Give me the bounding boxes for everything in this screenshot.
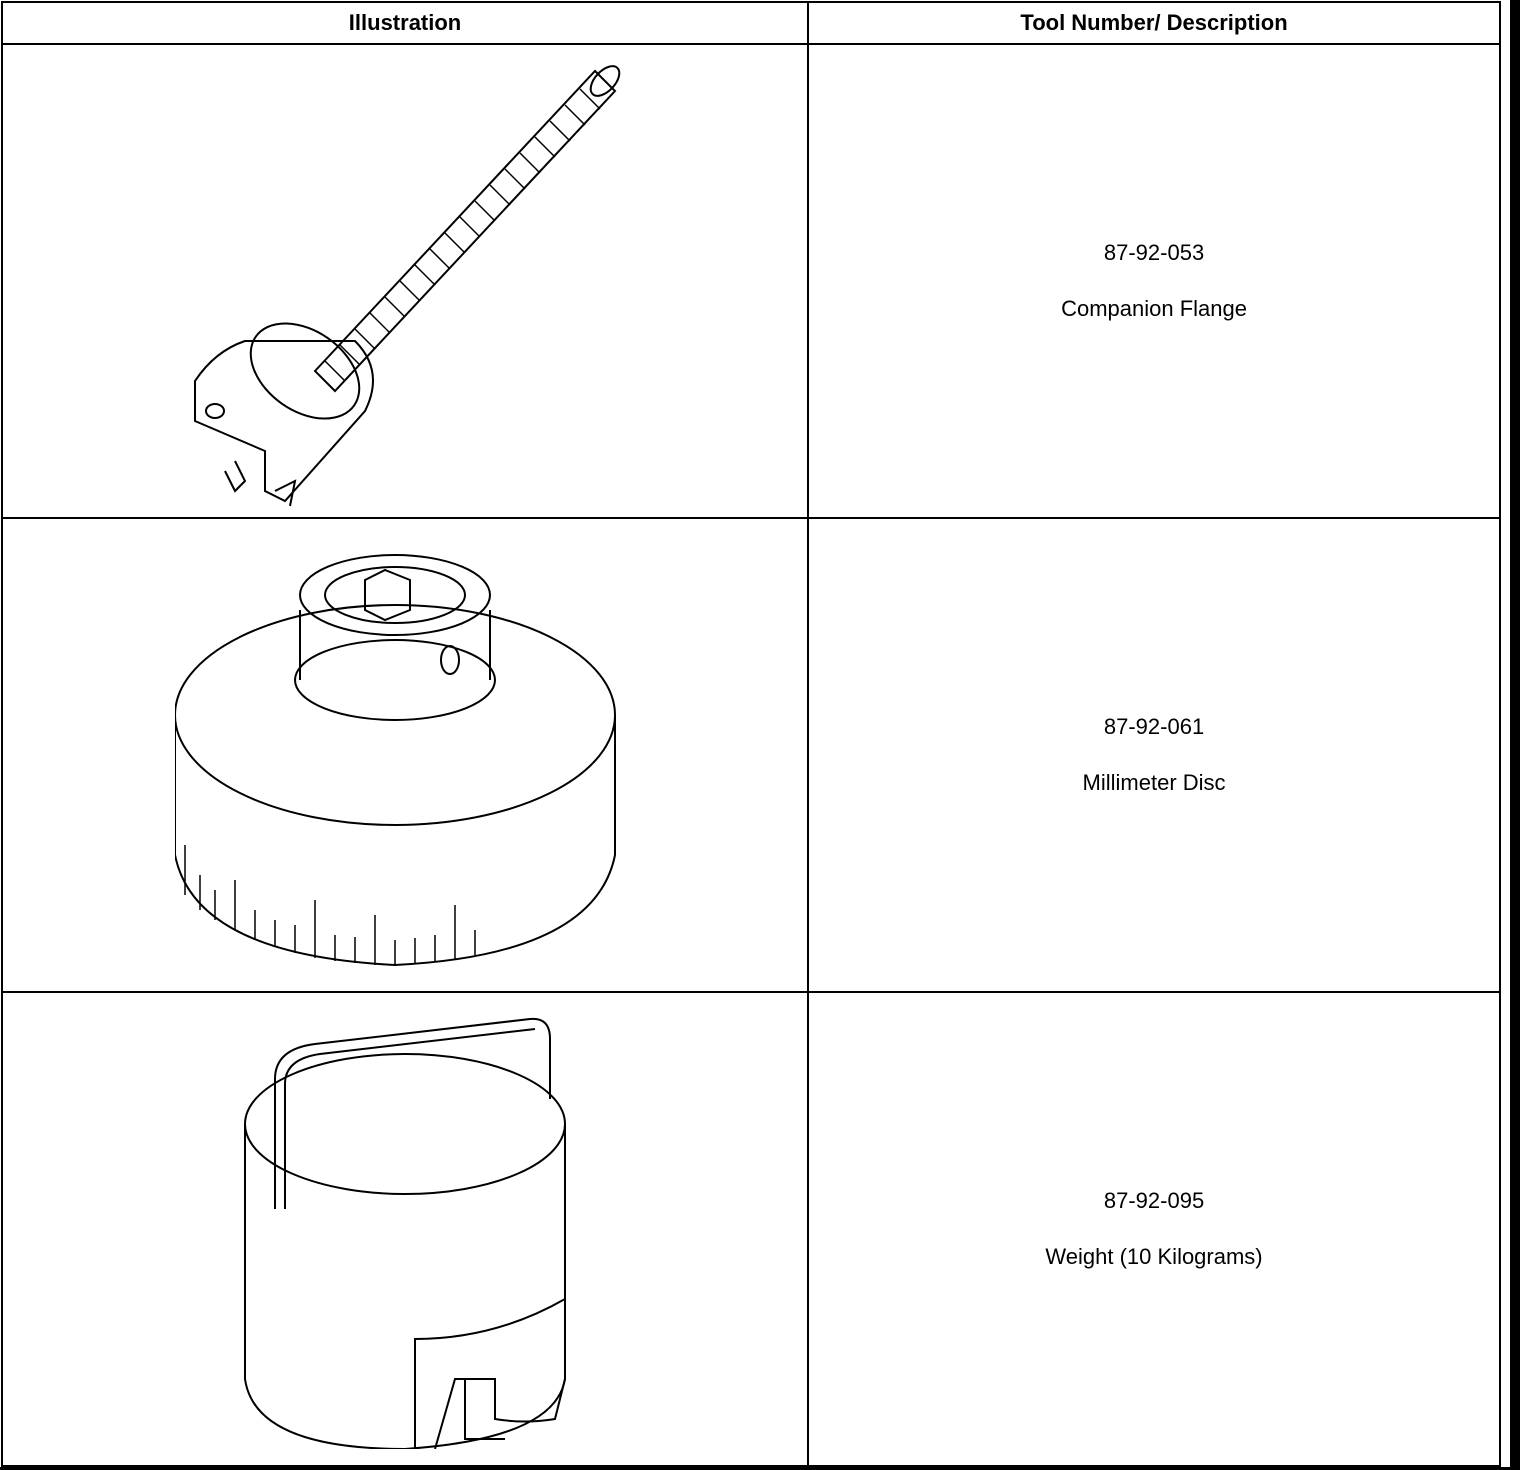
special-tools-table	[1, 1, 1501, 1467]
illustration-cell	[2, 518, 808, 992]
companion-flange-drawing-icon	[175, 51, 635, 511]
header-illustration: Illustration	[2, 2, 808, 44]
table-row	[2, 44, 1500, 518]
tool-description-cell	[808, 992, 1500, 1466]
right-border-strip	[1510, 0, 1520, 1470]
millimeter-disc-drawing-icon	[175, 535, 635, 975]
tool-description-cell	[808, 44, 1500, 518]
tool-number: 87-92-061	[1103, 714, 1205, 739]
tool-number: 87-92-053	[1103, 240, 1205, 265]
table-header-row	[2, 2, 1500, 44]
table-row	[2, 518, 1500, 992]
table-row	[2, 992, 1500, 1466]
tool-number: 87-92-095	[1103, 1188, 1205, 1213]
weight-drawing-icon	[235, 1009, 575, 1449]
illustration-cell	[2, 992, 808, 1466]
tool-description: Companion Flange	[1061, 296, 1247, 321]
header-tool-description: Tool Number/ Description	[808, 2, 1500, 44]
illustration-cell	[2, 44, 808, 518]
tool-description: Weight (10 Kilograms)	[1045, 1244, 1263, 1269]
tool-description: Millimeter Disc	[1082, 770, 1226, 795]
tool-description-cell	[808, 518, 1500, 992]
